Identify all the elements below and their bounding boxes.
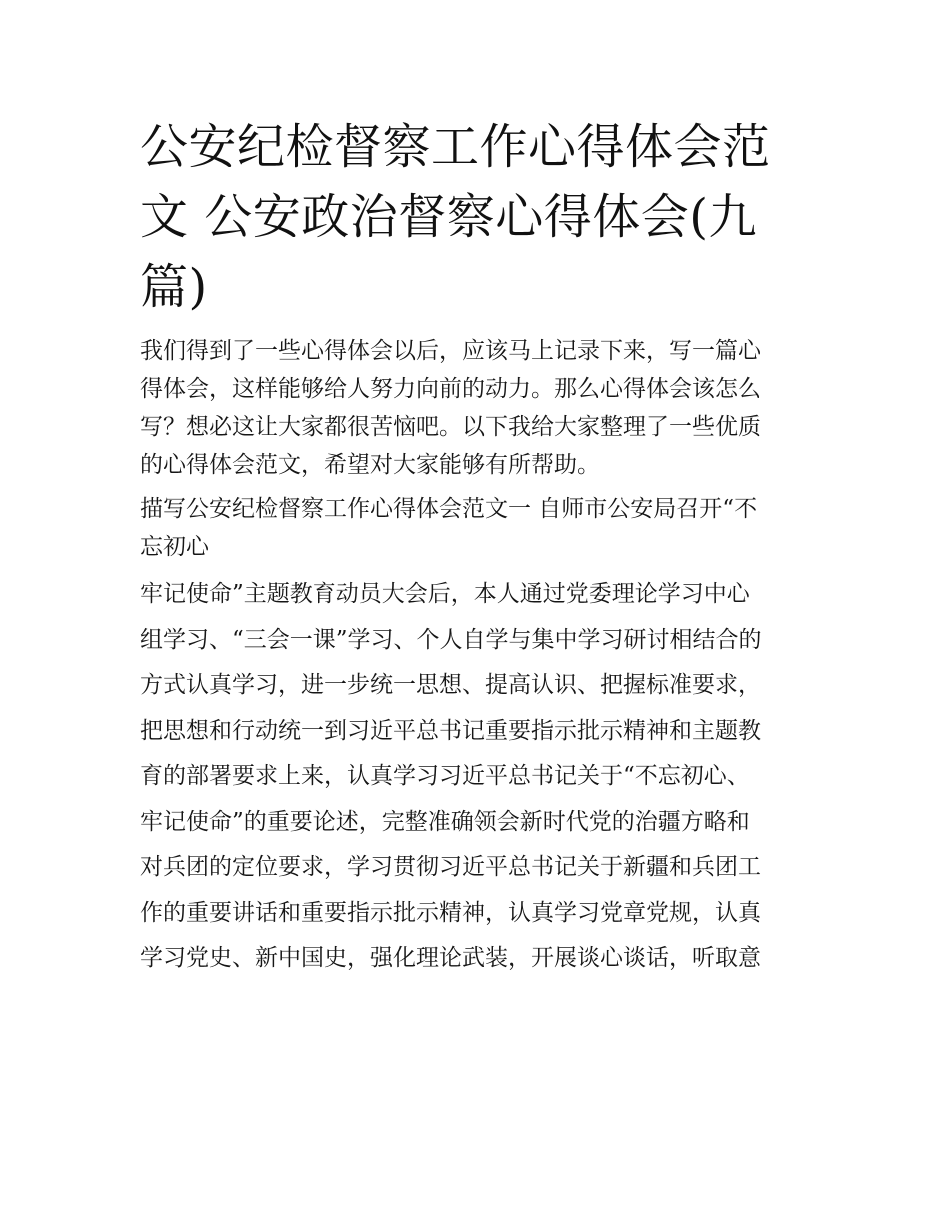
intro-paragraph [140,332,812,484]
title-line: 公安纪检督察工作心得体会范 [140,119,771,175]
title-line: 篇) [140,259,208,315]
text-line: 忘初心 [140,534,209,560]
document-content [140,112,812,982]
text-line: 把思想和行动统一到习近平总书记重要指示批示精神和主题教 [140,717,761,744]
text-line: 得体会，这样能够给人努力向前的动力。那么心得体会该怎么 [140,376,761,402]
text-line: 对兵团的定位要求，学习贯彻习近平总书记关于新疆和兵团工 [140,854,761,880]
text-line: 的心得体会范文，希望对大家能够有所帮助。 [140,452,600,478]
body-paragraph [140,572,812,982]
text-line: 牢记使命”的重要论述，完整准确领会新时代党的治疆方略和 [140,808,750,835]
text-line: 我们得到了一些心得体会以后，应该马上记录下来，写一篇心 [140,338,761,364]
section-heading [140,490,812,566]
text-line: 学习党史、新中国史，强化理论武装，开展谈心谈话，听取意 [140,945,761,971]
text-line: 写？想必这让大家都很苦恼吧。以下我给大家整理了一些优质 [140,414,761,440]
title-line: 文 公安政治督察心得体会(九 [140,189,757,245]
text-line: 作的重要讲话和重要指示批示精神，认真学习党章党规，认真 [140,899,761,926]
text-line: 组学习、“三会一课”学习、个人自学与集中学习研讨相结合的 [140,626,762,653]
text-line: 方式认真学习，进一步统一思想、提高认识、把握标准要求， [140,672,761,698]
text-line: 描写公安纪检督察工作心得体会范文一 自师市公安局召开“不 [140,496,758,522]
text-line: 牢记使命”主题教育动员大会后，本人通过党委理论学习中心 [140,581,750,607]
document-title [140,112,812,322]
text-line: 育的部署要求上来，认真学习习近平总书记关于“不忘初心、 [140,763,750,789]
